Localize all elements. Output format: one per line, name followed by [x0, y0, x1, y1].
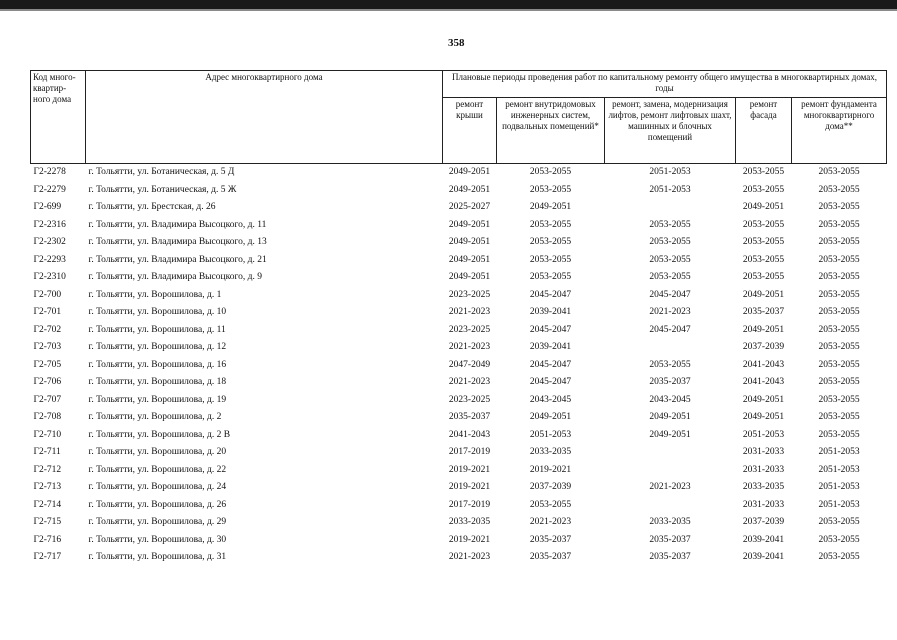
table-row: [31, 409, 887, 427]
cell-lifts: [605, 199, 736, 217]
cell-address: г. Тольятти, ул. Владимира Высоцкого, д. 13: [88, 237, 267, 247]
table-row: [31, 164, 887, 182]
cell-systems: 2053-2055: [529, 184, 572, 195]
cell-systems: 2051-2053: [529, 429, 572, 440]
cell-systems: 2049-2051: [529, 412, 572, 422]
cell-foundation: 2053-2055: [818, 342, 860, 352]
table-row: [31, 427, 887, 445]
cell-foundation: 2053-2055: [818, 167, 860, 177]
cell-foundation: 2051-2053: [818, 482, 860, 492]
cell-systems: 2039-2041: [529, 307, 572, 317]
cell-foundation: 2053-2055: [818, 289, 860, 300]
table-row: [31, 357, 887, 375]
cell-systems: 2045-2047: [529, 289, 572, 300]
table-row: [31, 497, 887, 515]
cell-facade: 2031-2033: [742, 447, 785, 457]
table-row: [31, 322, 887, 340]
cell-foundation: 2053-2055: [818, 272, 860, 282]
cell-address: г. Тольятти, ул. Владимира Высоцкого, д. 9: [88, 272, 262, 282]
cell-foundation: 2053-2055: [818, 534, 860, 545]
cell-systems: 2049-2051: [529, 202, 572, 212]
cell-roof: 2023-2025: [448, 394, 491, 405]
table-row: [31, 182, 887, 200]
cell-roof: 2049-2051: [448, 219, 491, 230]
cell-address: г. Тольятти, ул. Ворошилова, д. 2 В: [88, 429, 231, 440]
table-row: [31, 532, 887, 550]
cell-lifts: [605, 339, 736, 357]
cell-address: г. Тольятти, ул. Ворошилова, д. 19: [88, 394, 227, 405]
cell-facade: 2041-2043: [742, 359, 785, 370]
cell-roof: 2041-2043: [448, 429, 491, 440]
cell-address: г. Тольятти, ул. Ворошилова, д. 31: [88, 552, 227, 562]
cell-address: г. Тольятти, ул. Владимира Высоцкого, д. 21: [88, 254, 267, 265]
cell-lifts: [605, 462, 736, 480]
cell-roof: 2049-2051: [448, 254, 491, 265]
cell-facade: 2041-2043: [742, 377, 785, 387]
cell-foundation: 2053-2055: [818, 237, 860, 247]
cell-foundation: 2053-2055: [818, 359, 860, 370]
table-row: [31, 199, 887, 217]
cell-facade: 2053-2055: [742, 237, 785, 247]
cell-address: г. Тольятти, ул. Ботаническая, д. 5 Д: [88, 167, 235, 177]
cell-roof: 2023-2025: [448, 289, 491, 300]
cell-code: Г2-2278: [33, 167, 66, 177]
cell-systems: 2053-2055: [529, 254, 572, 265]
cell-roof: 2025-2027: [448, 202, 491, 212]
header-facade: ремонт фасада: [736, 98, 792, 164]
cell-code: Г2-701: [33, 307, 62, 317]
cell-roof: 2021-2023: [448, 342, 491, 352]
cell-address: г. Тольятти, ул. Ворошилова, д. 29: [88, 517, 227, 527]
cell-code: Г2-699: [33, 202, 62, 212]
cell-facade: 2049-2051: [742, 394, 785, 405]
table-row: [31, 269, 887, 287]
cell-code: Г2-2293: [33, 254, 66, 265]
table-row: [31, 234, 887, 252]
cell-foundation: 2053-2055: [818, 307, 860, 317]
table-row: [31, 549, 887, 567]
header-planned-periods: Плановые периоды проведения работ по капитальному ремонту общего имущества в многоквартирных домах, годы: [443, 71, 887, 98]
cell-roof: 2049-2051: [448, 184, 491, 195]
cell-roof: 2047-2049: [448, 359, 491, 370]
cell-lifts: 2053-2055: [649, 254, 691, 265]
cell-foundation: 2053-2055: [818, 202, 860, 212]
cell-foundation: 2053-2055: [818, 429, 860, 440]
cell-code: Г2-715: [33, 517, 62, 527]
cell-code: Г2-712: [33, 464, 62, 475]
cell-roof: 2019-2021: [448, 482, 491, 492]
cell-address: г. Тольятти, ул. Брестская, д. 26: [88, 202, 216, 212]
table-row: [31, 374, 887, 392]
table-row: [31, 462, 887, 480]
cell-roof: 2049-2051: [448, 167, 491, 177]
cell-code: Г2-707: [33, 394, 62, 405]
cell-systems: 2045-2047: [529, 324, 572, 335]
cell-foundation: 2051-2053: [818, 464, 860, 475]
cell-systems: 2053-2055: [529, 219, 572, 230]
page-number: 358: [448, 37, 465, 49]
top-border: [0, 0, 897, 9]
cell-systems: 2037-2039: [529, 482, 572, 492]
header-lifts: ремонт, замена, модернизация лифтов, ремонт лифтовых шахт, машинных и блочных помещений: [605, 98, 736, 164]
cell-systems: 2033-2035: [529, 447, 572, 457]
cell-facade: 2037-2039: [742, 517, 785, 527]
cell-systems: 2053-2055: [529, 237, 572, 247]
cell-foundation: 2053-2055: [818, 324, 860, 335]
cell-lifts: 2035-2037: [649, 377, 691, 387]
header-address: Адрес многоквартирного дома: [86, 71, 443, 164]
cell-facade: 2035-2037: [742, 307, 785, 317]
table-row: [31, 444, 887, 462]
cell-facade: 2031-2033: [742, 499, 785, 510]
cell-lifts: [605, 497, 736, 515]
cell-roof: 2017-2019: [448, 447, 491, 457]
cell-systems: 2021-2023: [529, 517, 572, 527]
cell-facade: 2053-2055: [742, 254, 785, 265]
cell-lifts: 2021-2023: [649, 307, 691, 317]
cell-address: г. Тольятти, ул. Ворошилова, д. 2: [88, 412, 222, 422]
cell-systems: 2043-2045: [529, 394, 572, 405]
cell-lifts: 2051-2053: [649, 184, 691, 195]
table-row: [31, 217, 887, 235]
cell-lifts: 2053-2055: [649, 359, 691, 370]
cell-facade: 2053-2055: [742, 184, 785, 195]
cell-code: Г2-710: [33, 429, 62, 440]
cell-systems: 2035-2037: [529, 534, 572, 545]
cell-systems: 2039-2041: [529, 342, 572, 352]
cell-address: г. Тольятти, ул. Владимира Высоцкого, д. 11: [88, 219, 267, 230]
header-foundation: ремонт фундамента многоквартирного дома**: [792, 98, 887, 164]
table-row: [31, 252, 887, 270]
cell-lifts: 2033-2035: [649, 517, 691, 527]
cell-facade: 2039-2041: [742, 552, 785, 562]
cell-facade: 2049-2051: [742, 412, 785, 422]
cell-foundation: 2053-2055: [818, 394, 860, 405]
cell-foundation: 2053-2055: [818, 219, 860, 230]
cell-address: г. Тольятти, ул. Ворошилова, д. 10: [88, 307, 227, 317]
header-roof: ремонт крыши: [443, 98, 497, 164]
cell-lifts: 2021-2023: [649, 482, 691, 492]
cell-code: Г2-2279: [33, 184, 66, 195]
header-systems: ремонт внутридомовых инженерных систем, подвальных помещений*: [497, 98, 605, 164]
cell-address: г. Тольятти, ул. Ворошилова, д. 20: [88, 447, 227, 457]
cell-address: г. Тольятти, ул. Ворошилова, д. 30: [88, 534, 227, 545]
table-row: [31, 514, 887, 532]
cell-code: Г2-2310: [33, 272, 66, 282]
cell-code: Г2-716: [33, 534, 62, 545]
cell-foundation: 2051-2053: [818, 499, 860, 510]
cell-code: Г2-713: [33, 482, 62, 492]
cell-foundation: 2053-2055: [818, 377, 860, 387]
cell-code: Г2-708: [33, 412, 62, 422]
cell-lifts: 2049-2051: [649, 412, 691, 422]
cell-facade: 2053-2055: [742, 219, 785, 230]
cell-lifts: 2045-2047: [649, 289, 691, 300]
cell-address: г. Тольятти, ул. Ворошилова, д. 26: [88, 499, 227, 510]
cell-lifts: 2053-2055: [649, 219, 691, 230]
cell-lifts: 2035-2037: [649, 552, 691, 562]
cell-code: Г2-702: [33, 324, 62, 335]
cell-roof: 2035-2037: [448, 412, 491, 422]
cell-roof: 2021-2023: [448, 552, 491, 562]
cell-code: Г2-703: [33, 342, 62, 352]
cell-foundation: 2053-2055: [818, 184, 860, 195]
cell-foundation: 2051-2053: [818, 447, 860, 457]
table-row: [31, 339, 887, 357]
cell-facade: 2049-2051: [742, 202, 785, 212]
cell-address: г. Тольятти, ул. Ворошилова, д. 24: [88, 482, 227, 492]
cell-code: Г2-717: [33, 552, 62, 562]
cell-facade: 2033-2035: [742, 482, 785, 492]
cell-code: Г2-711: [33, 447, 61, 457]
cell-facade: 2049-2051: [742, 289, 785, 300]
cell-lifts: 2053-2055: [649, 272, 691, 282]
table-row: [31, 287, 887, 305]
cell-facade: 2031-2033: [742, 464, 785, 475]
cell-roof: 2019-2021: [448, 464, 491, 475]
cell-facade: 2049-2051: [742, 324, 785, 335]
header-code: Код много-квартир-ного дома: [31, 71, 86, 164]
cell-roof: 2021-2023: [448, 307, 491, 317]
table-body: [31, 164, 887, 567]
cell-address: г. Тольятти, ул. Ботаническая, д. 5 Ж: [88, 184, 237, 195]
cell-foundation: 2053-2055: [818, 254, 860, 265]
cell-address: г. Тольятти, ул. Ворошилова, д. 16: [88, 359, 227, 370]
cell-code: Г2-2302: [33, 237, 66, 247]
cell-roof: 2049-2051: [448, 237, 491, 247]
cell-systems: 2053-2055: [529, 499, 572, 510]
table-row: [31, 479, 887, 497]
cell-foundation: 2053-2055: [818, 412, 860, 422]
cell-lifts: 2043-2045: [649, 394, 691, 405]
cell-foundation: 2053-2055: [818, 552, 860, 562]
cell-lifts: 2053-2055: [649, 237, 691, 247]
cell-roof: 2017-2019: [448, 499, 491, 510]
cell-roof: 2049-2051: [448, 272, 491, 282]
cell-foundation: 2053-2055: [818, 517, 860, 527]
cell-facade: 2051-2053: [742, 429, 785, 440]
cell-code: Г2-706: [33, 377, 62, 387]
cell-lifts: 2035-2037: [649, 534, 691, 545]
cell-roof: 2019-2021: [448, 534, 491, 545]
cell-lifts: [605, 444, 736, 462]
cell-facade: 2053-2055: [742, 272, 785, 282]
cell-roof: 2021-2023: [448, 377, 491, 387]
cell-lifts: 2045-2047: [649, 324, 691, 335]
cell-lifts: 2051-2053: [649, 167, 691, 177]
cell-code: Г2-705: [33, 359, 62, 370]
cell-address: г. Тольятти, ул. Ворошилова, д. 18: [88, 377, 227, 387]
cell-systems: 2045-2047: [529, 377, 572, 387]
cell-address: г. Тольятти, ул. Ворошилова, д. 1: [88, 289, 222, 300]
cell-systems: 2045-2047: [529, 359, 572, 370]
repair-plan-table: [30, 70, 887, 567]
header-row-1: [31, 71, 887, 98]
cell-address: г. Тольятти, ул. Ворошилова, д. 11: [88, 324, 226, 335]
cell-roof: 2023-2025: [448, 324, 491, 335]
cell-facade: 2037-2039: [742, 342, 785, 352]
cell-code: Г2-2316: [33, 219, 66, 230]
cell-facade: 2053-2055: [742, 167, 785, 177]
cell-code: Г2-700: [33, 289, 62, 300]
table-row: [31, 392, 887, 410]
cell-address: г. Тольятти, ул. Ворошилова, д. 12: [88, 342, 227, 352]
cell-systems: 2053-2055: [529, 167, 572, 177]
table-row: [31, 304, 887, 322]
cell-address: г. Тольятти, ул. Ворошилова, д. 22: [88, 464, 227, 475]
cell-lifts: 2049-2051: [649, 429, 691, 440]
cell-code: Г2-714: [33, 499, 62, 510]
top-border-shadow: [0, 9, 897, 11]
cell-roof: 2033-2035: [448, 517, 491, 527]
cell-facade: 2039-2041: [742, 534, 785, 545]
cell-systems: 2019-2021: [529, 464, 572, 475]
cell-systems: 2035-2037: [529, 552, 572, 562]
cell-systems: 2053-2055: [529, 272, 572, 282]
